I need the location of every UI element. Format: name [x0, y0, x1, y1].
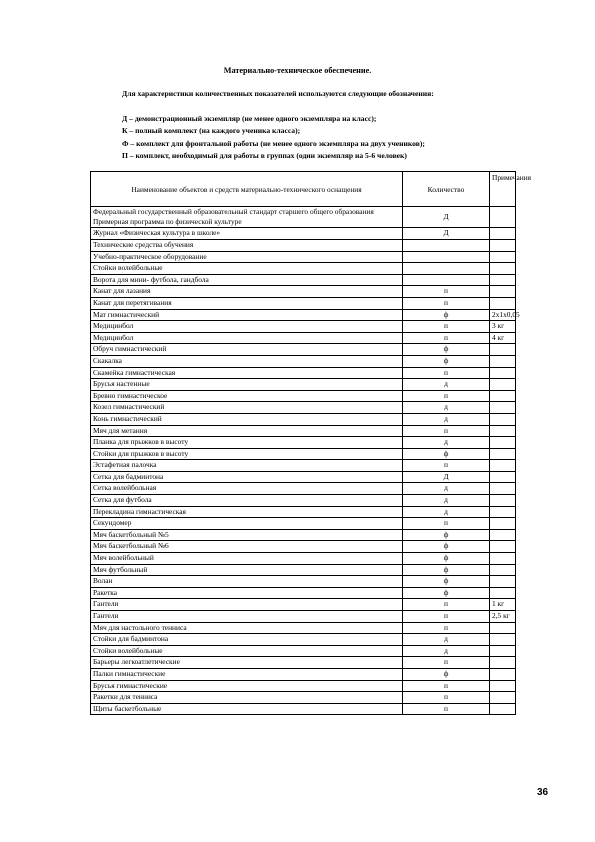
item-notes — [490, 367, 516, 379]
item-name: Стойки волейбольные — [91, 645, 403, 657]
table-row — [91, 587, 516, 599]
item-name: Мяч для настольного тенниса — [91, 622, 403, 634]
item-notes — [490, 286, 516, 298]
federal-standard: Федеральный государственный образовательный стандарт старшего общего образования — [93, 207, 374, 216]
item-quantity: п — [403, 518, 490, 530]
table-row — [91, 263, 516, 275]
table-row — [91, 611, 516, 623]
item-name: Волан — [91, 576, 403, 588]
item-quantity: ф — [403, 344, 490, 356]
item-notes — [490, 460, 516, 472]
item-quantity: д — [403, 437, 490, 449]
item-name: Сетка для футбола — [91, 495, 403, 507]
item-quantity: ф — [403, 553, 490, 565]
item-name: Медицинбол — [91, 332, 403, 344]
table-row — [91, 657, 516, 669]
table-row — [91, 634, 516, 646]
item-notes — [490, 355, 516, 367]
item-notes — [490, 379, 516, 391]
table-row — [91, 390, 516, 402]
item-notes — [490, 483, 516, 495]
item-notes — [490, 506, 516, 518]
table-row — [91, 541, 516, 553]
item-name: Конь гимнастический — [91, 413, 403, 425]
item-name: Гантели — [91, 599, 403, 611]
item-name: Палки гимнастические — [91, 668, 403, 680]
table-row — [91, 425, 516, 437]
item-name: Канат для лазания — [91, 286, 403, 298]
table-row — [91, 564, 516, 576]
item-name: Скакалка — [91, 355, 403, 367]
item-quantity: д — [403, 483, 490, 495]
item-quantity: ф — [403, 587, 490, 599]
table-row — [91, 413, 516, 425]
item-name: Брусья гимнастические — [91, 680, 403, 692]
table-row — [91, 692, 516, 704]
table-row — [91, 228, 516, 240]
item-quantity: д — [403, 413, 490, 425]
table-row — [91, 332, 516, 344]
item-notes: 4 кг — [490, 332, 516, 344]
legend-item: Ф – комплект для фронтальной работы (не менее одного экземпляра на двух учеников); — [122, 138, 425, 148]
item-name: Перекладина гимнастическая — [91, 506, 403, 518]
legend-item: Д – демонстрационный экземпляр (не менее одного экземпляра на класс); — [122, 114, 377, 123]
table-row — [91, 576, 516, 588]
item-quantity: д — [403, 506, 490, 518]
page-number: 36 — [537, 787, 549, 798]
item-notes — [490, 251, 516, 263]
item-notes — [490, 297, 516, 309]
item-quantity: ф — [403, 564, 490, 576]
item-notes — [490, 657, 516, 669]
item-quantity: п — [403, 286, 490, 298]
item-name: Скамейка гимнастическая — [91, 367, 403, 379]
item-quantity: ф — [403, 576, 490, 588]
table-row — [91, 437, 516, 449]
item-quantity: ф — [403, 668, 490, 680]
item-notes — [490, 668, 516, 680]
item-quantity: п — [403, 297, 490, 309]
item-name: Козел гимнастический — [91, 402, 403, 414]
item-quantity: д — [403, 634, 490, 646]
item-name: Гантели — [91, 611, 403, 623]
item-quantity: д — [403, 402, 490, 414]
item-notes — [490, 692, 516, 704]
table-row — [91, 309, 516, 321]
item-name: Ворота для мини- футбола, гандбола — [91, 274, 403, 286]
item-quantity: д — [403, 379, 490, 391]
item-notes — [490, 541, 516, 553]
item-notes — [490, 622, 516, 634]
item-name: Мяч волейбольный — [91, 553, 403, 565]
table-row — [91, 518, 516, 530]
item-name: Секундомер — [91, 518, 403, 530]
item-quantity: п — [403, 321, 490, 333]
table-row — [91, 506, 516, 518]
item-notes — [490, 413, 516, 425]
item-name: Стойки волейбольные — [91, 263, 403, 275]
item-quantity: п — [403, 622, 490, 634]
table-row — [91, 274, 516, 286]
item-quantity: п — [403, 692, 490, 704]
item-notes: 2х1х0,05 — [490, 309, 516, 321]
table-row — [91, 703, 516, 715]
table-row — [91, 553, 516, 565]
table-row — [91, 680, 516, 692]
item-quantity: п — [403, 390, 490, 402]
table-row — [91, 529, 516, 541]
item-name: Эстафетная палочка — [91, 460, 403, 472]
item-quantity: п — [403, 599, 490, 611]
page-title: Материально-техническое обеспечение. — [223, 66, 372, 75]
table-row — [91, 622, 516, 634]
item-name: Бревно гимнастическое — [91, 390, 403, 402]
table-row — [91, 286, 516, 298]
federal-program: Примерная программа по физической культуре — [93, 217, 242, 227]
item-quantity: ф — [403, 309, 490, 321]
item-quantity: ф — [403, 448, 490, 460]
item-notes — [490, 425, 516, 437]
item-quantity: п — [403, 367, 490, 379]
table-row — [91, 251, 516, 263]
item-notes — [490, 518, 516, 530]
table-row — [91, 297, 516, 309]
item-notes — [490, 437, 516, 449]
federal-cell — [91, 207, 403, 228]
header-quantity: Количество — [403, 172, 490, 207]
table-row — [91, 645, 516, 657]
item-name: Брусья настенные — [91, 379, 403, 391]
item-quantity: п — [403, 332, 490, 344]
item-name: Ракетки для тенниса — [91, 692, 403, 704]
item-quantity — [403, 240, 490, 252]
table-row — [91, 367, 516, 379]
table-row — [91, 471, 516, 483]
item-quantity: ф — [403, 355, 490, 367]
item-quantity: ф — [403, 541, 490, 553]
item-notes: 1 кг — [490, 599, 516, 611]
item-quantity: п — [403, 680, 490, 692]
item-notes — [490, 402, 516, 414]
item-name: Журнал «Физическая культура в школе» — [91, 228, 403, 240]
table-row — [91, 402, 516, 414]
item-name: Стойки для бадминтона — [91, 634, 403, 646]
item-quantity — [403, 263, 490, 275]
legend — [122, 113, 425, 162]
federal-qty: Д — [403, 207, 490, 228]
item-notes — [490, 344, 516, 356]
item-notes: 3 кг — [490, 321, 516, 333]
item-notes — [490, 471, 516, 483]
item-notes: 2,5 кг — [490, 611, 516, 623]
item-name: Мяч баскетбольный №6 — [91, 541, 403, 553]
intro-text: Для характеристики количественных показателей используются следующие обозначения: — [122, 89, 434, 98]
item-notes — [490, 587, 516, 599]
table-row — [91, 355, 516, 367]
table-row — [91, 240, 516, 252]
table-header-row — [91, 172, 516, 207]
header-notes: Примечания — [490, 172, 516, 207]
item-name: Обруч гимнастический — [91, 344, 403, 356]
item-notes — [490, 274, 516, 286]
item-notes — [490, 576, 516, 588]
item-name: Мат гимнастический — [91, 309, 403, 321]
item-quantity: д — [403, 645, 490, 657]
item-name: Ракетка — [91, 587, 403, 599]
item-name: Сетка для бадминтона — [91, 471, 403, 483]
item-notes — [490, 680, 516, 692]
item-quantity: п — [403, 657, 490, 669]
item-quantity: ф — [403, 529, 490, 541]
item-name: Мяч баскетбольный №5 — [91, 529, 403, 541]
item-name: Сетка волейбольная — [91, 483, 403, 495]
item-notes — [490, 645, 516, 657]
item-notes — [490, 240, 516, 252]
header-name: Наименование объектов и средств материально-технического оснащения — [91, 172, 403, 207]
item-notes — [490, 529, 516, 541]
item-quantity: п — [403, 425, 490, 437]
table-row — [91, 379, 516, 391]
item-quantity — [403, 274, 490, 286]
item-notes — [490, 228, 516, 240]
item-quantity — [403, 251, 490, 263]
item-name: Мяч футбольный — [91, 564, 403, 576]
item-name: Учебно-практическое оборудование — [91, 251, 403, 263]
item-quantity: д — [403, 495, 490, 507]
item-name: Стойки для прыжков в высоту — [91, 448, 403, 460]
legend-item: К – полный комплект (на каждого ученика класса); — [122, 126, 301, 136]
item-name: Щиты баскетбольные — [91, 703, 403, 715]
table-row — [91, 483, 516, 495]
table-row — [91, 321, 516, 333]
item-notes — [490, 448, 516, 460]
table-row-federal — [91, 207, 516, 228]
item-notes — [490, 263, 516, 275]
item-notes — [490, 495, 516, 507]
item-name: Медицинбол — [91, 321, 403, 333]
item-quantity: Д — [403, 228, 490, 240]
table-row — [91, 495, 516, 507]
item-notes — [490, 703, 516, 715]
item-notes — [490, 390, 516, 402]
table-row — [91, 668, 516, 680]
item-notes — [490, 564, 516, 576]
item-quantity: п — [403, 703, 490, 715]
table-row — [91, 448, 516, 460]
table-row — [91, 599, 516, 611]
item-notes — [490, 553, 516, 565]
item-name: Мяч для метания — [91, 425, 403, 437]
item-notes — [490, 634, 516, 646]
item-name: Технические средства обучения — [91, 240, 403, 252]
item-name: Планка для прыжков в высоту — [91, 437, 403, 449]
item-name: Канат для перетягивания — [91, 297, 403, 309]
legend-item: П – комплект, необходимый для работы в группах (один экземпляр на 5-6 человек) — [122, 150, 407, 160]
item-quantity: Д — [403, 471, 490, 483]
item-quantity: п — [403, 611, 490, 623]
item-quantity: п — [403, 460, 490, 472]
equipment-table — [90, 171, 532, 715]
federal-notes — [490, 207, 516, 228]
item-name: Барьеры легкоатлетические — [91, 657, 403, 669]
table-row — [91, 460, 516, 472]
table-row — [91, 344, 516, 356]
